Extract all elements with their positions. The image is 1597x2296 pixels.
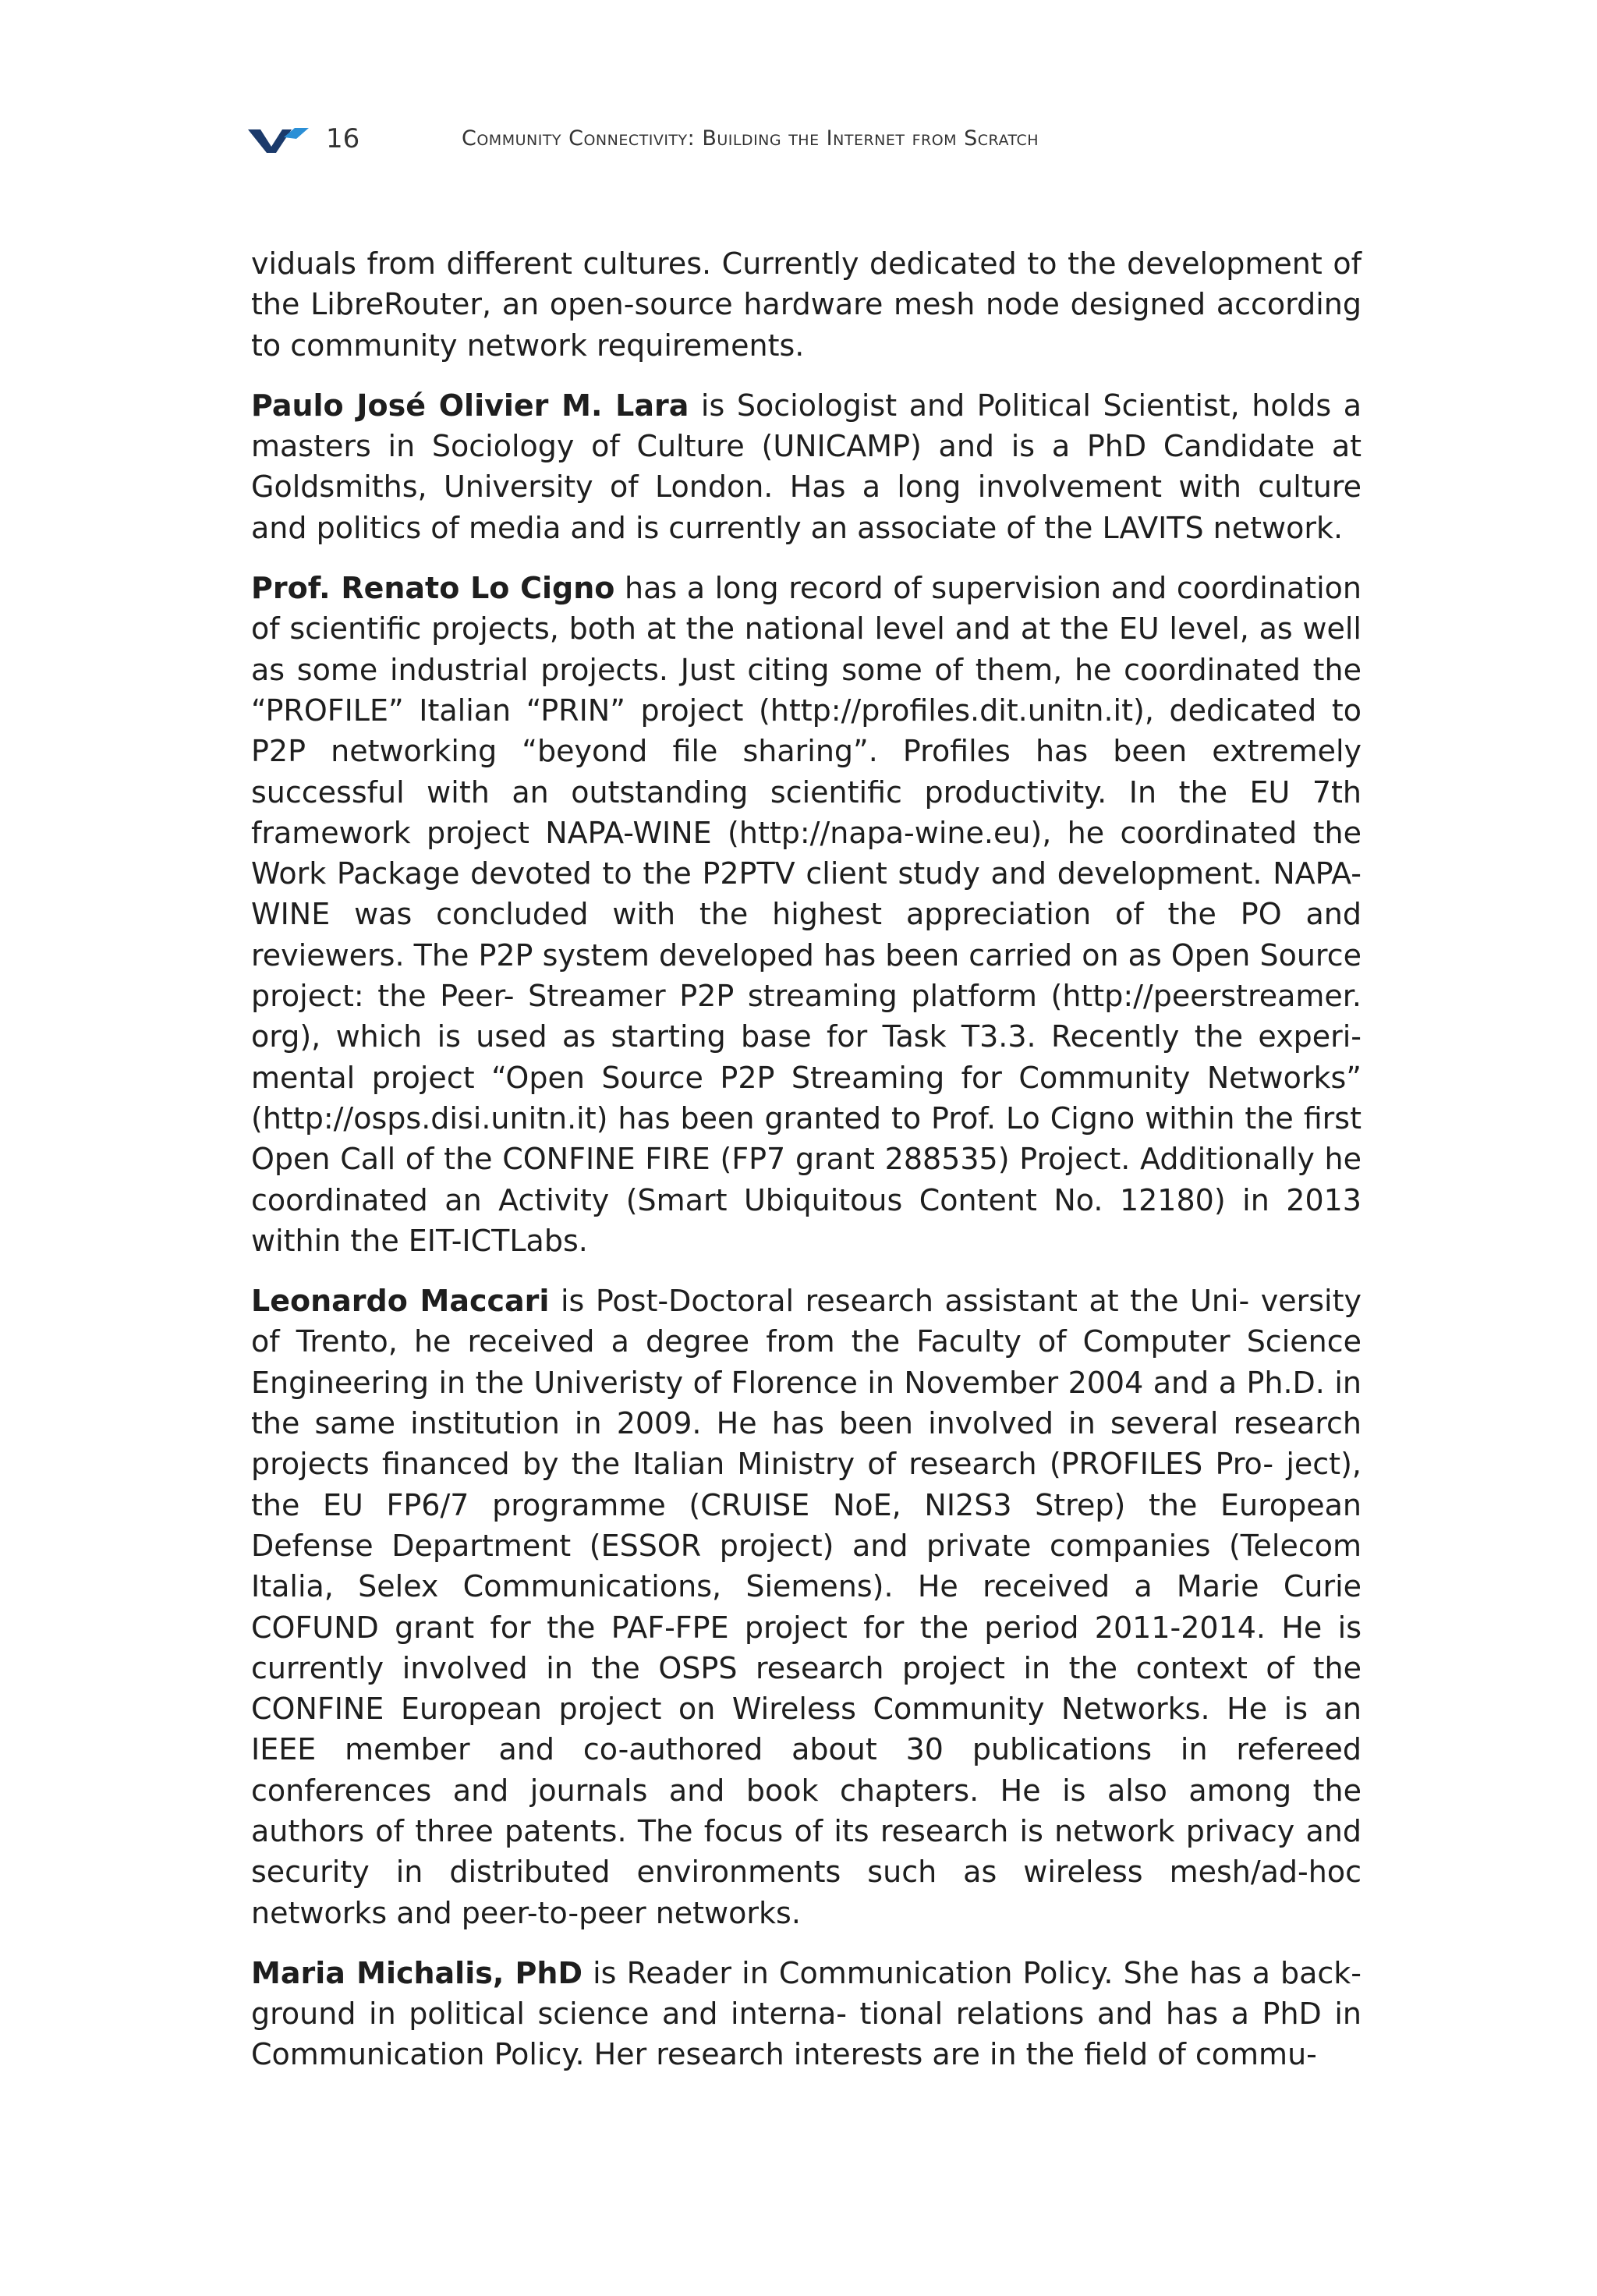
running-title: Community Connectivity: Building the Internet from Scratch [462,126,1039,151]
person-name: Paulo José Olivier M. Lara [251,388,689,423]
bio-paragraph-maccari [251,1281,1362,1933]
biography-text [251,243,1362,2095]
person-name: Maria Michalis, PhD [251,1955,582,1990]
paragraph-text: has a long record of supervision and coordination of scientific projects, both at the national level and at the EU level, as well as some industrial projects. Just citing some of them, he coordinated the “PROFILE” Italian “PRIN” project (http://profiles.dit.unitn.it), dedicated to P2P networking “beyond file sharing”. Profiles has been extremely successful with an outstanding scientific productivity. In the EU 7th framework project NAPA-WINE (http://napa-wine.eu), he coordinated the Work Package devoted to the P2PTV client study and development. NAPA-WINE was concluded with the highest appreciation of the PO and reviewers. The P2P system developed has been carried on as Open Source project: the Peer- Streamer P2P streaming platform (http://peerstreamer.​org), which is used as starting base for Task T3.3. Recently the experimental project “Open Source P2P Streaming for Community Networks” (http://osps.disi.unitn.it) has been granted to Prof. Lo Cigno within the first Open Call of the CONFINE FIRE (FP7 grant 288535) Project. Additionally he coordinated an Activity (Smart Ubiquitous Content No. 12180) in 2013 within the EIT-ICTLabs. [251,571,1362,1258]
running-header [248,122,1355,156]
paragraph-text: is Post-Doctoral research assistant at the Uni- versity of Trento, he received a degree from the Faculty of Computer Science Engineering in the Univeristy of Florence in November 2004 and a Ph.D. in the same institution in 2009. He has been involved in several research projects financed by the Italian Ministry of research (PROFILES Pro- ject), the EU FP6/7 programme (CRUISE NoE, NI2S3 Strep) the European Defense Department (ESSOR project) and private companies (Telecom Italia, Selex Communications, Siemens). He received a Marie Curie COFUND grant for the PAF-FPE project for the period 2011-2014. He is currently involved in the OSPS research project in the context of the CONFINE European project on Wireless Community Networks. He is an IEEE member and co-authored about 30 publications in refereed conferences and journals and book chapters. He is also among the authors of three patents. The focus of its research is network privacy and security in distributed environments such as wireless mesh/ad-hoc networks and peer-to-peer networks. [251,1284,1362,1930]
paragraph-text: viduals from different cultures. Currently dedicated to the development of the LibreRouter, an open-source hardware mesh node designed according to community network requirements. [251,246,1362,363]
bio-paragraph-lo-cigno [251,568,1362,1261]
publisher-logo-icon [248,126,309,153]
paragraph-text: is Sociologist and Political Scientist, holds a masters in Sociology of Culture (UNICAMP) and is a PhD Candidate at Goldsmiths, University of London. Has a long involvement with culture and politics of media and is currently an associate of the LAVITS network. [251,388,1362,545]
bio-paragraph-lara [251,385,1362,548]
page-number: 16 [326,123,360,154]
paragraph-continuation [251,243,1362,366]
person-name: Leonardo Maccari [251,1284,550,1319]
person-name: Prof. Renato Lo Cigno [251,571,615,606]
bio-paragraph-michalis [251,1953,1362,2075]
paragraph-text: is Reader in Communication Policy. She has a background in political science and interna- tional relations and has a PhD in Communication Policy. Her research interests are in the field of commu- [251,1955,1362,2072]
